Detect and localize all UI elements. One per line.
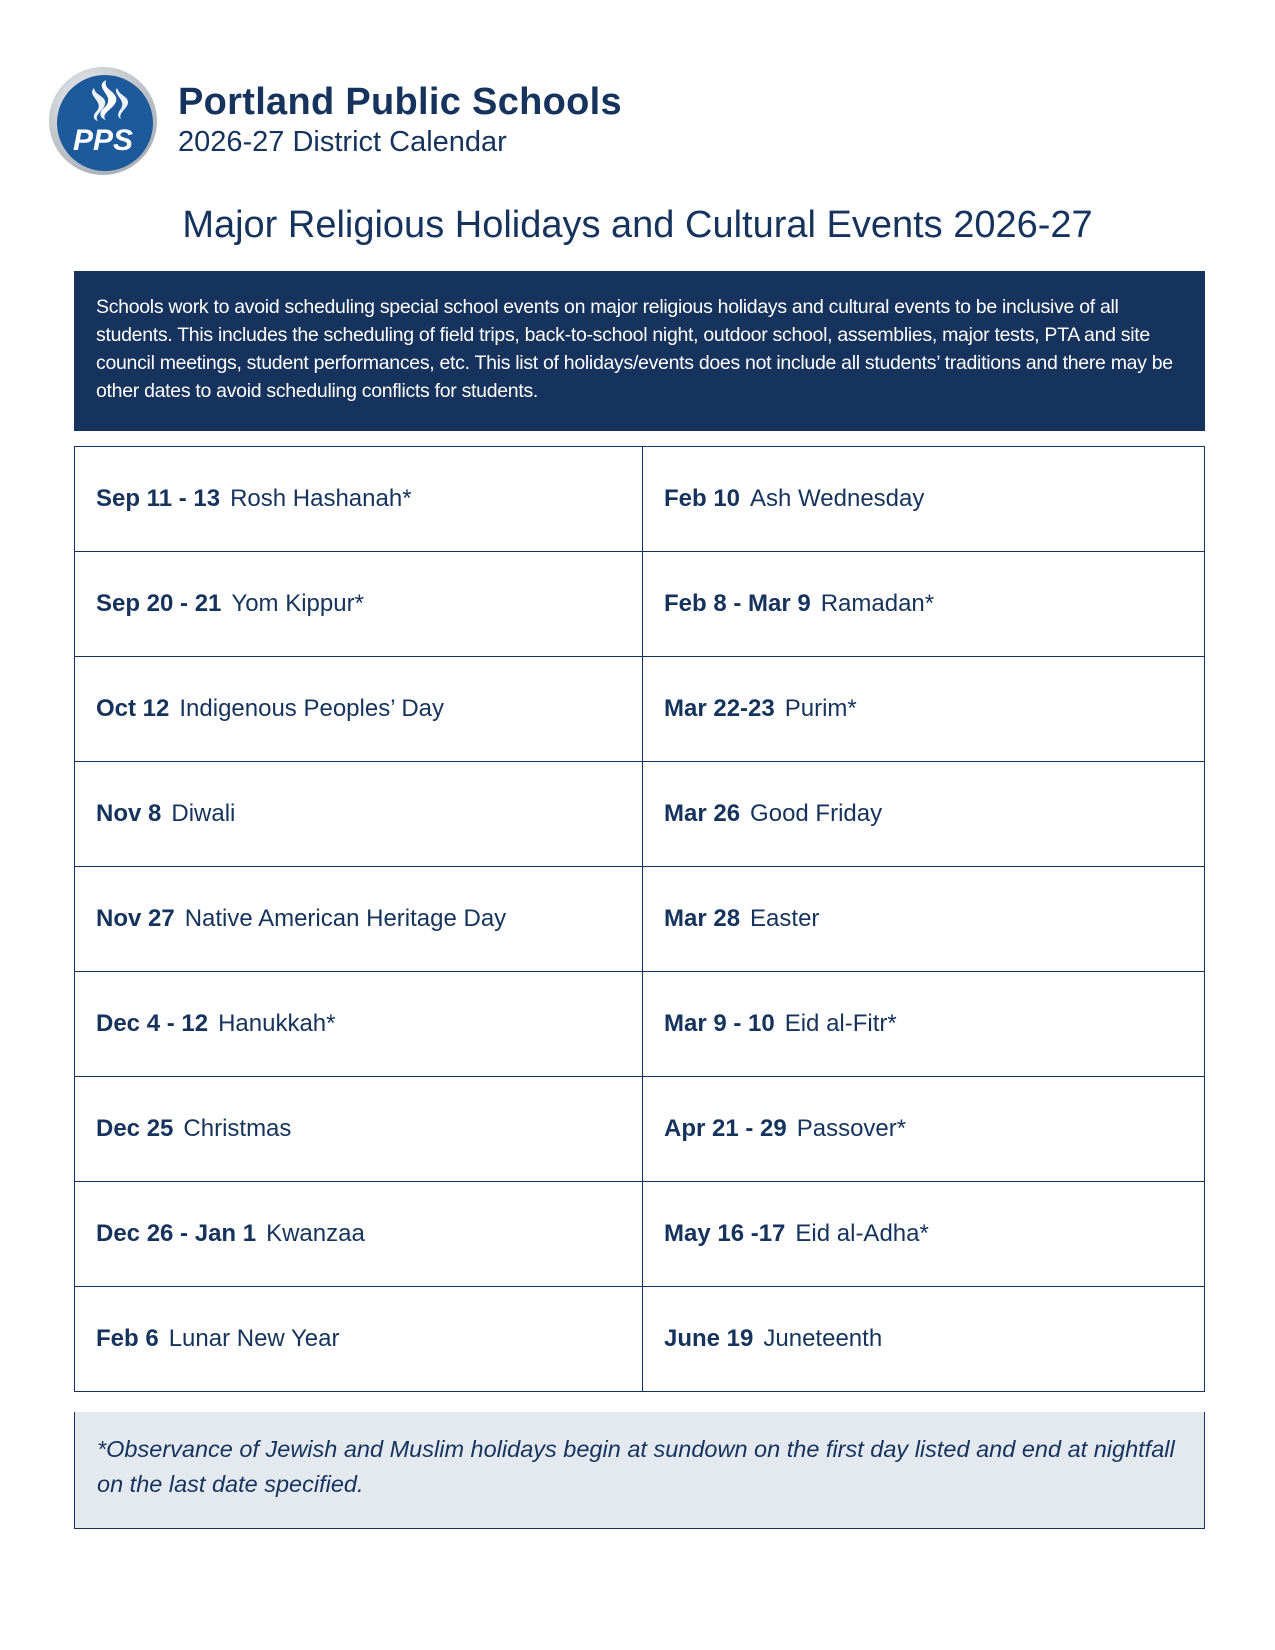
holiday-table: [74, 446, 1205, 1392]
event-date: Sep 20 - 21: [96, 590, 222, 617]
event-name: Ramadan*: [820, 590, 935, 617]
event-cell: [643, 1182, 1205, 1287]
event-date: Dec 25: [96, 1115, 174, 1142]
event-cell: [643, 867, 1205, 972]
footnote: *Observance of Jewish and Muslim holidays begin at sundown on the first day listed and end at nightfall on the last date specified.: [74, 1412, 1205, 1529]
event-name: Eid al-Adha*: [795, 1220, 929, 1247]
page-header: [48, 66, 622, 176]
event-date: May 16 -17: [664, 1220, 786, 1247]
event-name: Passover*: [796, 1115, 907, 1142]
event-cell: [643, 762, 1205, 867]
event-cell: [643, 1077, 1205, 1182]
event-date: Feb 10: [664, 485, 741, 512]
event-cell: [75, 1077, 643, 1182]
event-name: Native American Heritage Day: [184, 905, 507, 932]
event-cell: [75, 657, 643, 762]
event-cell: [75, 972, 643, 1077]
table-row: [75, 1287, 1205, 1392]
event-name: Rosh Hashanah*: [230, 485, 412, 512]
event-cell: [75, 762, 643, 867]
event-name: Juneteenth: [763, 1325, 883, 1352]
event-cell: [75, 552, 643, 657]
table-row: [75, 762, 1205, 867]
event-date: Sep 11 - 13: [96, 485, 221, 512]
logo-text: PPS: [72, 124, 134, 157]
table-row: [75, 657, 1205, 762]
event-date: June 19: [664, 1325, 754, 1352]
pps-logo: [48, 66, 158, 176]
event-date: Feb 6: [96, 1325, 159, 1352]
event-cell: [643, 657, 1205, 762]
event-name: Purim*: [784, 695, 857, 722]
event-date: Mar 22-23: [664, 695, 775, 722]
event-name: Kwanzaa: [266, 1220, 365, 1247]
event-cell: [643, 447, 1205, 552]
intro-panel: Schools work to avoid scheduling special school events on major religious holidays and cultural events to be inclusive of all students. This includes the scheduling of field trips, back-to-school night, outdoor school, assemblies, major tests, PTA and site council meetings, student performances, etc. This list of holidays/events does not include all students’ traditions and there may be other dates to avoid scheduling conflicts for students.: [74, 271, 1205, 431]
event-date: Dec 4 - 12: [96, 1010, 209, 1037]
page-title: Major Religious Holidays and Cultural Events 2026-27: [182, 204, 1093, 246]
event-cell: [75, 1182, 643, 1287]
table-row: [75, 552, 1205, 657]
table-row: [75, 447, 1205, 552]
event-date: Dec 26 - Jan 1: [96, 1220, 257, 1247]
event-name: Indigenous Peoples’ Day: [179, 695, 444, 722]
event-date: Oct 12: [96, 695, 170, 722]
event-date: Mar 9 - 10: [664, 1010, 775, 1037]
event-date: Mar 28: [664, 905, 741, 932]
event-cell: [75, 447, 643, 552]
event-date: Nov 8: [96, 800, 162, 827]
calendar-subtitle: 2026-27 District Calendar: [178, 125, 507, 158]
table-row: [75, 1077, 1205, 1182]
event-name: Easter: [750, 905, 820, 932]
event-name: Lunar New Year: [168, 1325, 340, 1352]
event-name: Good Friday: [750, 800, 883, 827]
table-row: [75, 867, 1205, 972]
event-date: Nov 27: [96, 905, 175, 932]
brand-block: [178, 82, 622, 160]
event-name: Diwali: [171, 800, 236, 827]
event-name: Hanukkah*: [218, 1010, 336, 1037]
event-name: Yom Kippur*: [231, 590, 364, 617]
event-date: Mar 26: [664, 800, 741, 827]
event-cell: [643, 972, 1205, 1077]
event-cell: [75, 1287, 643, 1392]
event-cell: [643, 552, 1205, 657]
table-row: [75, 1182, 1205, 1287]
event-cell: [75, 867, 643, 972]
org-name: Portland Public Schools: [178, 80, 622, 123]
event-name: Eid al-Fitr*: [784, 1010, 897, 1037]
event-cell: [643, 1287, 1205, 1392]
table-row: [75, 972, 1205, 1077]
event-name: Ash Wednesday: [750, 485, 925, 512]
event-name: Christmas: [183, 1115, 292, 1142]
event-date: Feb 8 - Mar 9: [664, 590, 811, 617]
event-date: Apr 21 - 29: [664, 1115, 787, 1142]
